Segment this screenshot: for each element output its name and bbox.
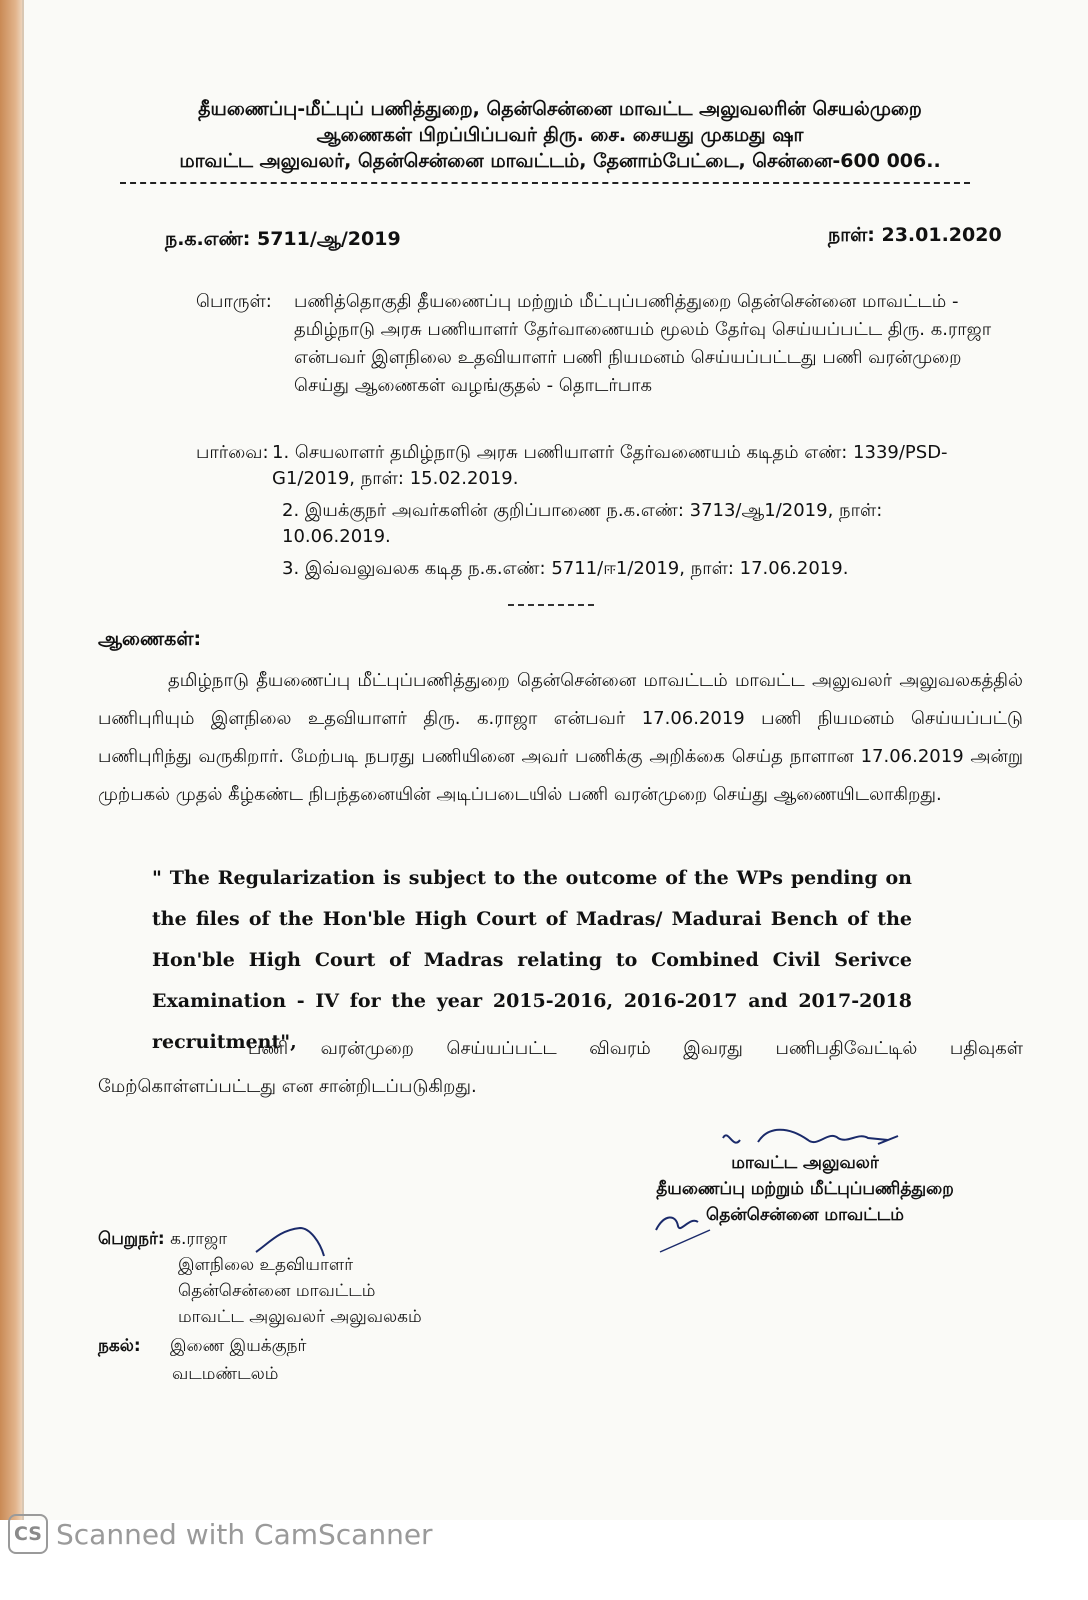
document-date: நாள்: 23.01.2020 <box>828 224 1002 246</box>
camscanner-logo-icon: CS <box>8 1514 48 1554</box>
copy-label: நகல்: <box>98 1336 141 1356</box>
reference-item: 3. இவ்வலுவலக கடித ந.க.எண்: 5711/ஈ1/2019, நாள்: 17.06.2019. <box>282 558 849 579</box>
recipient-signature <box>250 1222 330 1272</box>
references-label: பார்வை: <box>196 442 269 463</box>
camscanner-watermark <box>8 1514 433 1554</box>
reference-number: ந.க.எண்: 5711/ஆ/2019 <box>165 228 401 250</box>
recipient-designation: இளநிலை உதவியாளர் <box>178 1255 354 1275</box>
watermark-text: Scanned with CamScanner <box>56 1517 433 1551</box>
date-initial-mark <box>650 1200 720 1260</box>
subject-text: பணித்தொகுதி தீயணைப்பு மற்றும் மீட்புப்பணித்துறை தென்சென்னை மாவட்டம் - தமிழ்நாடு அரசு பணியாளர் தேர்வாணையம் மூலம் தேர்வு செய்யப்பட்ட திரு. க.ராஜா என்பவர் இளநிலை உதவியாளர் பணி நியமனம் செய்யப்பட்டது பணி வரன்முறை செய்து ஆணைகள் வழங்குதல் - தொடர்பாக <box>294 291 992 396</box>
recipient-label: பெறுநர்: <box>98 1229 165 1249</box>
orders-heading: ஆணைகள்: <box>98 628 202 650</box>
regularization-condition-quote: " The Regularization is subject to the outcome of the WPs pending on the files of the Hon'ble High Court of Madras/ Madurai Bench of the Hon'ble High Court of Madras relating to Combined Civil Serivce Examination - IV for the year 2015-2016, 2016-2017 and 2017-2018 recruitment", <box>152 867 912 1053</box>
recipient-district: தென்சென்னை மாவட்டம் <box>178 1281 376 1301</box>
section-divider <box>508 604 594 606</box>
subject-label: பொருள்: <box>196 291 272 312</box>
copy-to: இணை இயக்குநர் <box>170 1336 307 1356</box>
reference-item: 2. இயக்குநர் அவர்களின் குறிப்பாணை ந.க.எண்: 3713/ஆ1/2019, நாள்: 10.06.2019. <box>282 500 883 547</box>
header-line-2: ஆணைகள் பிறப்பிப்பவர் திரு. சை. சையது முகமது ஷா <box>316 124 804 146</box>
signatory-district: தென்சென்னை மாவட்டம் <box>706 1205 904 1225</box>
header-line-3: மாவட்ட அலுவலர், தென்சென்னை மாவட்டம், தேனாம்பேட்டை, சென்னை-600 006.. <box>179 150 941 172</box>
copy-region: வடமண்டலம் <box>172 1364 279 1384</box>
recipient-name: க.ராஜா <box>170 1229 228 1249</box>
signatory-department: தீயணைப்பு மற்றும் மீட்புப்பணித்துறை <box>656 1179 954 1199</box>
signatory-title: மாவட்ட அலுவலர் <box>731 1153 879 1173</box>
subject-block <box>196 288 996 400</box>
header-divider <box>120 182 970 184</box>
recipient-office: மாவட்ட அலுவலர் அலுவலகம் <box>178 1307 422 1327</box>
header-line-1: தீயணைப்பு-மீட்புப் பணித்துறை, தென்சென்னை மாவட்ட அலுவலரின் செயல்முறை <box>198 98 922 120</box>
copy-block <box>98 1332 306 1388</box>
references-block <box>196 440 996 582</box>
order-paragraph-1: தமிழ்நாடு தீயணைப்பு மீட்புப்பணித்துறை தென்சென்னை மாவட்டம் மாவட்ட அலுவலர் அலுவலகத்தில் பணிபுரியும் இளநிலை உதவியாளர் திரு. க.ராஜா என்பவர் 17.06.2019 பணி நியமனம் செய்யப்பட்டு பணிபுரிந்து வருகிறார். மேற்படி நபரது பணியினை அவர் பணிக்கு அறிக்கை செய்த நாளான 17.06.2019 அன்று முற்பகல் முதல் கீழ்கண்ட நிபந்தனையின் அடிப்படையில் பணி வரன்முறை செய்து ஆணையிடலாகிறது. <box>98 670 1023 805</box>
reference-item: 1. செயலாளர் தமிழ்நாடு அரசு பணியாளர் தேர்வணையம் கடிதம் எண்: 1339/PSD-G1/2019, நாள்: 15.02.2019. <box>272 442 948 489</box>
order-paragraph-2: பணி வரன்முறை செய்யப்பட்ட விவரம் இவரது பணிபதிவேட்டில் பதிவுகள் மேற்கொள்ளப்பட்டது என சான்றிடப்படுகிறது. <box>98 1038 1023 1097</box>
